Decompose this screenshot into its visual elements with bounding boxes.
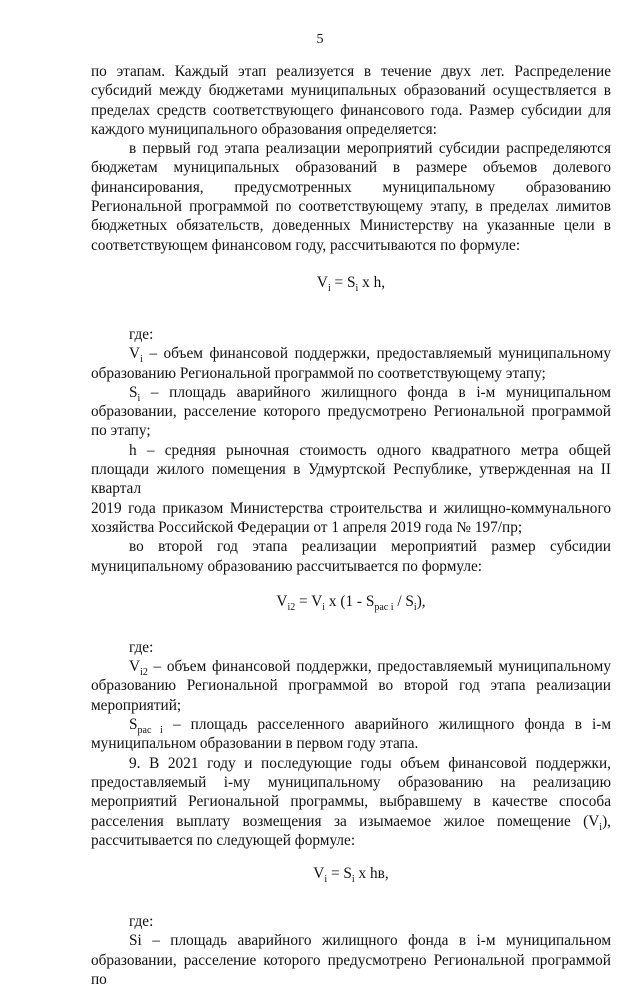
definition-vi: $V_i$ – объем финансовой поддержки, предоставляемый муниципальному образованию Региональной программой по соответствующему этапу;: [91, 345, 611, 382]
label-where-2: где:: [129, 638, 154, 656]
label-where-3: где:: [129, 913, 154, 931]
formula-2: $V_{i2} = V_i$ x $(1 - S_{рас i} / S_i)$,: [276, 592, 426, 613]
paragraph-item-9: 9. В 2021 году и последующие годы объем финансовой поддержки, предоставляемый i-му муниципальному образованию на реализацию мероприятий Региональной программы, выбравшему в качестве способа расселения выплату возмещения за изымаемое жилое помещение $(V_i)$, рассчитывается по следующей формуле:: [91, 754, 611, 849]
definition-vi2: $V_{i2}$ – объем финансовой поддержки, предоставляемый муниципальному образованию Региональной программой во второй год этапа реализации мероприятий;: [91, 658, 611, 714]
formula-3: $V_i = S_i$ x hв,: [313, 865, 389, 886]
document-body: [91, 62, 611, 989]
page-number: 5: [316, 32, 324, 47]
definition-si-2: Si – площадь аварийного жилищного фонда в i-м муниципальном образовании, расселение которого предусмотрено Региональной программой по: [91, 932, 611, 988]
paragraph-second-year: во второй год этапа реализации мероприятий размер субсидии муниципальному образованию рассчитывается по формуле:: [91, 538, 611, 575]
definition-s-ras: $S_{рас i}$ – площадь расселенного аварийного жилищного фонда в i-м муниципальном образовании в первом году этапа.: [91, 716, 612, 753]
definition-h-continued: 2019 года приказом Министерства строительства и жилищно-коммунального хозяйства Российской Федерации от 1 апреля 2019 года № 197/пр;: [91, 499, 611, 536]
label-where-1: где:: [129, 325, 154, 343]
paragraph-first-year: в первый год этапа реализации мероприятий субсидии распределяются бюджетам муниципальных образований в размере объемов долевого финансирования, предусмотренных муниципальному образованию Региональной программой по соответствующему этапу, в пределах лимитов бюджетных обязательств, доведенных Министерству на указанные цели в соответствующем финансовом году, рассчитываются по формуле:: [91, 140, 611, 254]
paragraph-intro: по этапам. Каждый этап реализуется в течение двух лет. Распределение субсидий между бюджетами муниципальных образований осуществляется в пределах средств соответствующего финансового года. Размер субсидии для каждого муниципального образования определяется:: [91, 63, 611, 138]
formula-1: $V_i = S_i$ x h,: [316, 273, 386, 295]
definition-h: h – средняя рыночная стоимость одного квадратного метра общей площади жилого помещения в Удмуртской Республике, утвержденная на II квартал: [91, 441, 611, 498]
definition-si: $S_i$ – площадь аварийного жилищного фонда в i-м муниципальном образовании, расселение которого предусмотрено Региональной программой по этапу;: [91, 383, 611, 440]
